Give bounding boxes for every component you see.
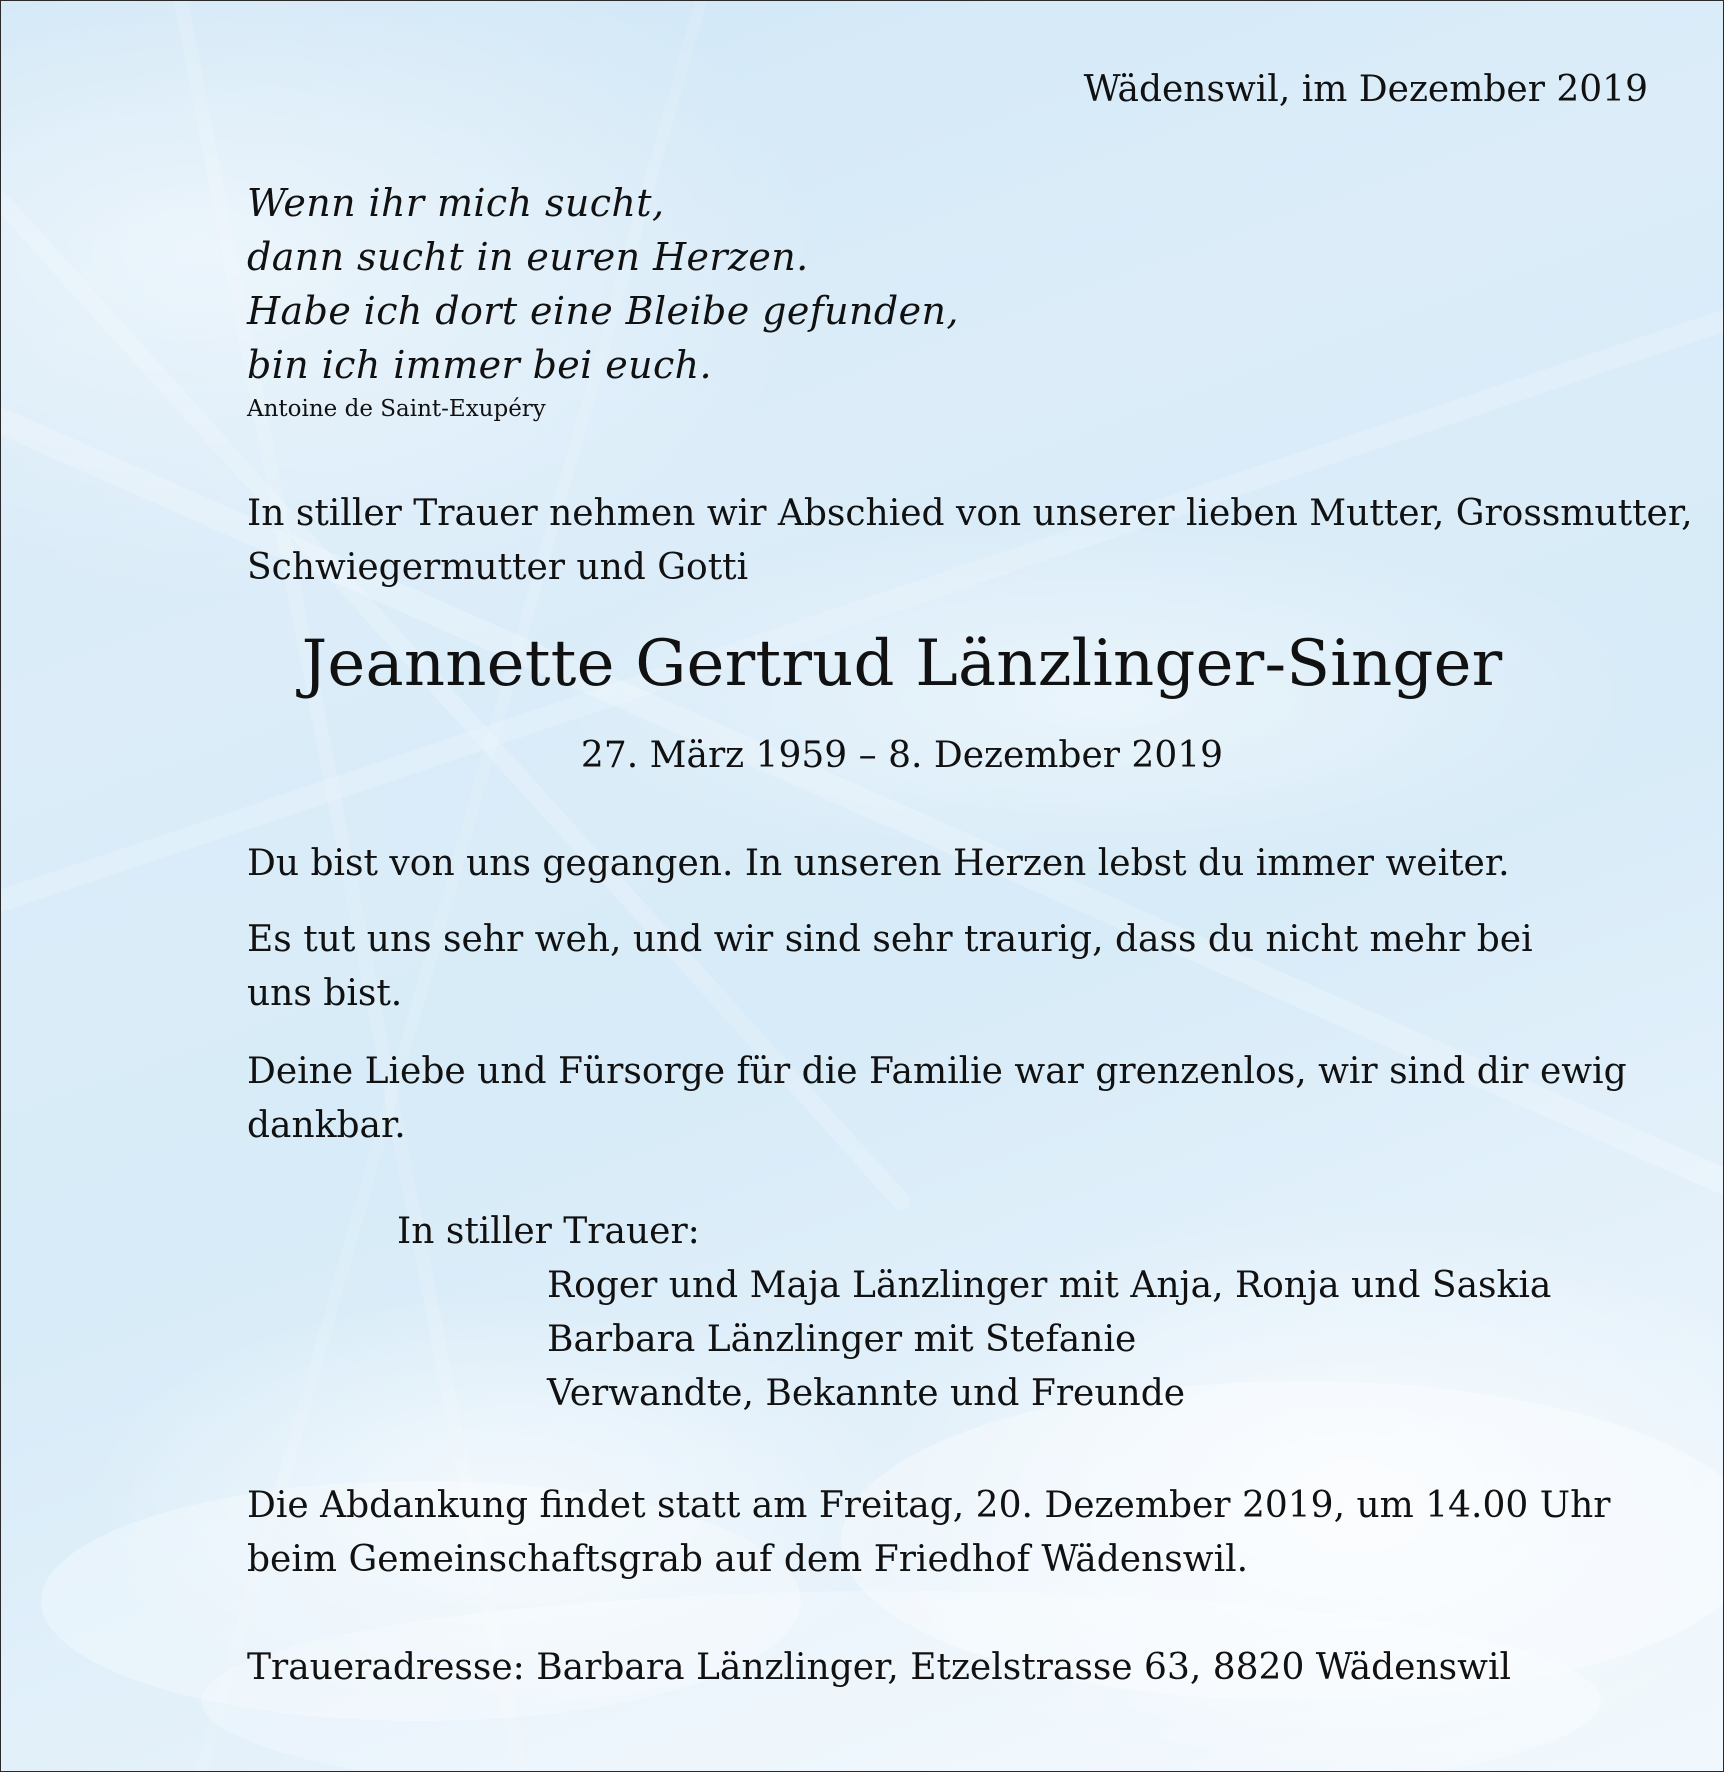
mourners-heading: In stiller Trauer: — [397, 1211, 700, 1252]
ceremony-line-2: beim Gemeinschaftsgrab auf dem Friedhof Wädenswil. — [247, 1539, 1249, 1580]
message-paragraph-1: Du bist von uns gegangen. In unseren Herzen lebst du immer weiter. — [247, 843, 1510, 884]
mourner-line-1: Roger und Maja Länzlinger mit Anja, Ronja und Saskia — [547, 1265, 1552, 1306]
message-paragraph-3-line-2: dankbar. — [247, 1105, 406, 1146]
life-dates: 27. März 1959 – 8. Dezember 2019 — [580, 735, 1224, 776]
poem-line-1: Wenn ihr mich sucht, — [247, 181, 665, 225]
poem-line-3: Habe ich dort eine Bleibe gefunden, — [247, 289, 959, 333]
message-paragraph-3-line-1: Deine Liebe und Fürsorge für die Familie war grenzenlos, wir sind dir ewig — [247, 1051, 1627, 1092]
poem-line-2: dann sucht in euren Herzen. — [247, 235, 809, 279]
message-paragraph-2-line-2: uns bist. — [247, 973, 403, 1014]
message-paragraph-2-line-1: Es tut uns sehr weh, und wir sind sehr traurig, dass du nicht mehr bei — [247, 919, 1533, 960]
place-and-date: Wädenswil, im Dezember 2019 — [1083, 69, 1648, 110]
poem-author: Antoine de Saint-Exupéry — [247, 396, 546, 422]
mourner-line-2: Barbara Länzlinger mit Stefanie — [547, 1319, 1137, 1360]
mourner-line-3: Verwandte, Bekannte und Freunde — [547, 1373, 1186, 1414]
ceremony-line-1: Die Abdankung findet statt am Freitag, 20. Dezember 2019, um 14.00 Uhr — [247, 1485, 1611, 1526]
mourning-address: Traueradresse: Barbara Länzlinger, Etzelstrasse 63, 8820 Wädenswil — [247, 1647, 1511, 1688]
deceased-name: Jeannette Gertrud Länzlinger-Singer — [301, 627, 1503, 701]
intro-line-1: In stiller Trauer nehmen wir Abschied von unserer lieben Mutter, Grossmutter, — [247, 493, 1693, 534]
intro-line-2: Schwiegermutter und Gotti — [247, 547, 749, 588]
poem-line-4: bin ich immer bei euch. — [247, 343, 713, 387]
